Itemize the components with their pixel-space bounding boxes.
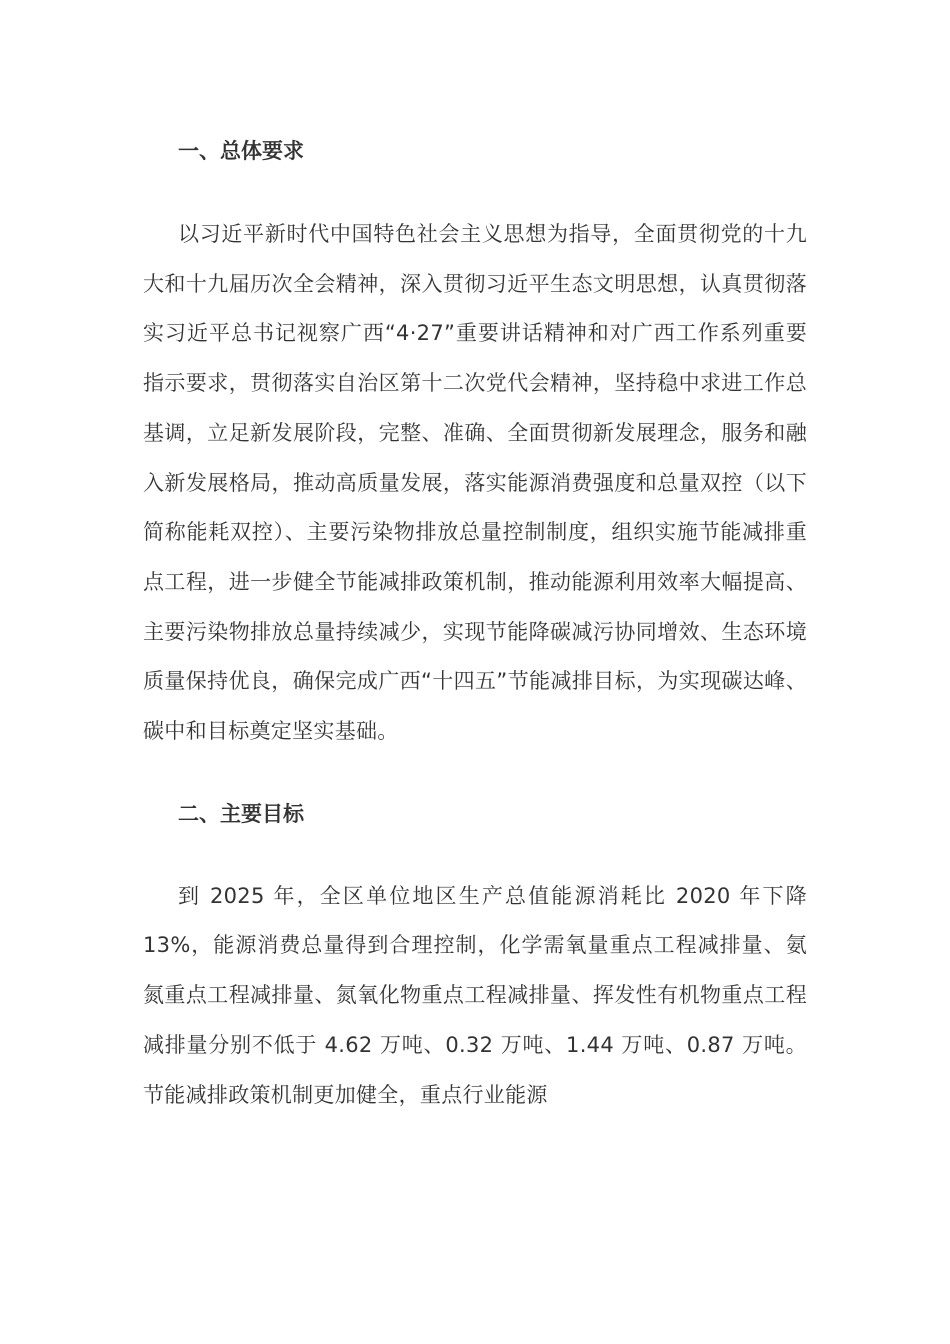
document-page bbox=[143, 128, 807, 1120]
section-paragraph-overall-requirements: 以习近平新时代中国特色社会主义思想为指导，全面贯彻党的十九大和十九届历次全会精神，深入贯彻习近平生态文明思想，认真贯彻落实习近平总书记视察广西“4·27”重要讲话精神和对广西工作系列重要指示要求，贯彻落实自治区第十二次党代会精神，坚持稳中求进工作总基调，立足新发展阶段，完整、准确、全面贯彻新发展理念，服务和融入新发展格局，推动高质量发展，落实能源消费强度和总量双控（以下简称能耗双控）、主要污染物排放总量控制制度，组织实施节能减排重点工程，进一步健全节能减排政策机制，推动能源利用效率大幅提高、主要污染物排放总量持续减少，实现节能降碳减污协同增效、生态环境质量保持优良，确保完成广西“十四五”节能减排目标，为实现碳达峰、碳中和目标奠定坚实基础。 bbox=[143, 222, 807, 744]
section-paragraph-main-targets: 到 2025 年，全区单位地区生产总值能源消耗比 2020 年下降 13%，能源消费总量得到合理控制，化学需氧量重点工程减排量、氨氮重点工程减排量、氮氧化物重点工程减排量、挥发性有机物重点工程减排量分别不低于 4.62 万吨、0.32 万吨、1.44 万吨、0.87 万吨。节能减排政策机制更加健全，重点行业能源 bbox=[143, 883, 807, 1107]
section-heading-overall-requirements: 一、总体要求 bbox=[178, 139, 304, 163]
section-heading-main-targets: 二、主要目标 bbox=[178, 801, 304, 826]
